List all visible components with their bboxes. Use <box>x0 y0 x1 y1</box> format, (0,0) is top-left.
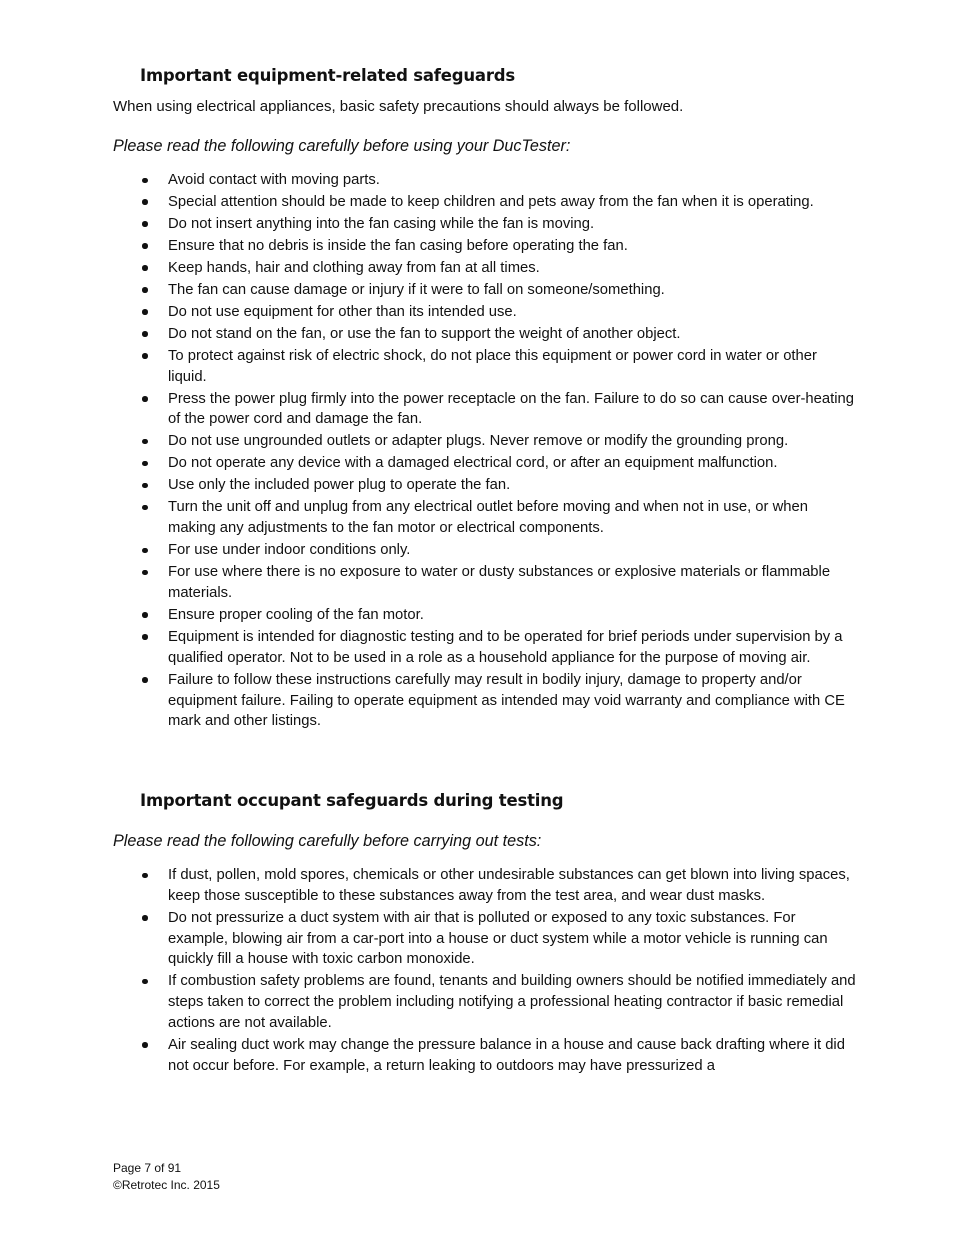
bullet-item: Air sealing duct work may change the pressure balance in a house and cause back drafting where it did not occur before. For example, a return leaking to outdoors may have pressurized a <box>0 1035 858 1077</box>
bullet-item: If combustion safety problems are found, tenants and building owners should be notified immediately and steps taken to correct the problem including notifying a professional heating contractor if basic remedial actions are not available. <box>0 971 858 1033</box>
occupant-safeguards-list <box>0 865 954 1078</box>
bullet-item: Ensure proper cooling of the fan motor. <box>0 605 858 626</box>
instruction-text-occupant: Please read the following carefully before carrying out tests: <box>113 832 542 850</box>
bullet-item: Do not operate any device with a damaged electrical cord, or after an equipment malfunction. <box>0 453 858 474</box>
bullet-item: Do not pressurize a duct system with air that is polluted or exposed to any toxic substances. For example, blowing air from a car-port into a house or duct system while a motor vehicle is running can quickly fill a house with toxic carbon monoxide. <box>0 908 858 970</box>
bullet-item: Do not use ungrounded outlets or adapter plugs. Never remove or modify the grounding prong. <box>0 431 858 452</box>
bullet-item: To protect against risk of electric shock, do not place this equipment or power cord in water or other liquid. <box>0 346 858 388</box>
bullet-item: Equipment is intended for diagnostic testing and to be operated for brief periods under supervision by a qualified operator. Not to be used in a role as a household appliance for the purpose of moving air. <box>0 627 858 669</box>
bullet-item: Ensure that no debris is inside the fan casing before operating the fan. <box>0 236 858 257</box>
bullet-item: Failure to follow these instructions carefully may result in bodily injury, damage to property and/or equipment failure. Failing to operate equipment as intended may void warranty and compliance with CE mark and other listings. <box>0 670 858 732</box>
bullet-item: Do not use equipment for other than its intended use. <box>0 302 858 323</box>
page-number: Page 7 of 91 <box>113 1161 182 1175</box>
bullet-item: Avoid contact with moving parts. <box>0 170 858 191</box>
bullet-item: Do not stand on the fan, or use the fan to support the weight of another object. <box>0 324 858 345</box>
bullet-item: Use only the included power plug to operate the fan. <box>0 475 858 496</box>
equipment-safeguards-list <box>0 170 954 733</box>
copyright-notice: ©Retrotec Inc. 2015 <box>113 1178 220 1192</box>
bullet-item: The fan can cause damage or injury if it were to fall on someone/something. <box>0 280 858 301</box>
section-heading-equipment: Important equipment-related safeguards <box>140 66 516 85</box>
instruction-text-equipment: Please read the following carefully before using your DucTester: <box>113 137 571 155</box>
bullet-item: If dust, pollen, mold spores, chemicals or other undesirable substances can get blown into living spaces, keep those susceptible to these substances away from the test area, and wear dust masks. <box>0 865 858 907</box>
bullet-item: Press the power plug firmly into the power receptacle on the fan. Failure to do so can cause over-heating of the power cord and damage the fan. <box>0 389 858 431</box>
intro-paragraph: When using electrical appliances, basic safety precautions should always be followed. <box>113 98 684 115</box>
bullet-item: For use under indoor conditions only. <box>0 540 858 561</box>
bullet-item: Do not insert anything into the fan casing while the fan is moving. <box>0 214 858 235</box>
bullet-item: Turn the unit off and unplug from any electrical outlet before moving and when not in use, or when making any adjustments to the fan motor or electrical components. <box>0 497 858 539</box>
bullet-item: Keep hands, hair and clothing away from fan at all times. <box>0 258 858 279</box>
bullet-item: Special attention should be made to keep children and pets away from the fan when it is operating. <box>0 192 858 213</box>
page-footer <box>113 1160 220 1194</box>
section-heading-occupant: Important occupant safeguards during testing <box>140 791 564 810</box>
bullet-item: For use where there is no exposure to water or dusty substances or explosive materials or flammable materials. <box>0 562 858 604</box>
